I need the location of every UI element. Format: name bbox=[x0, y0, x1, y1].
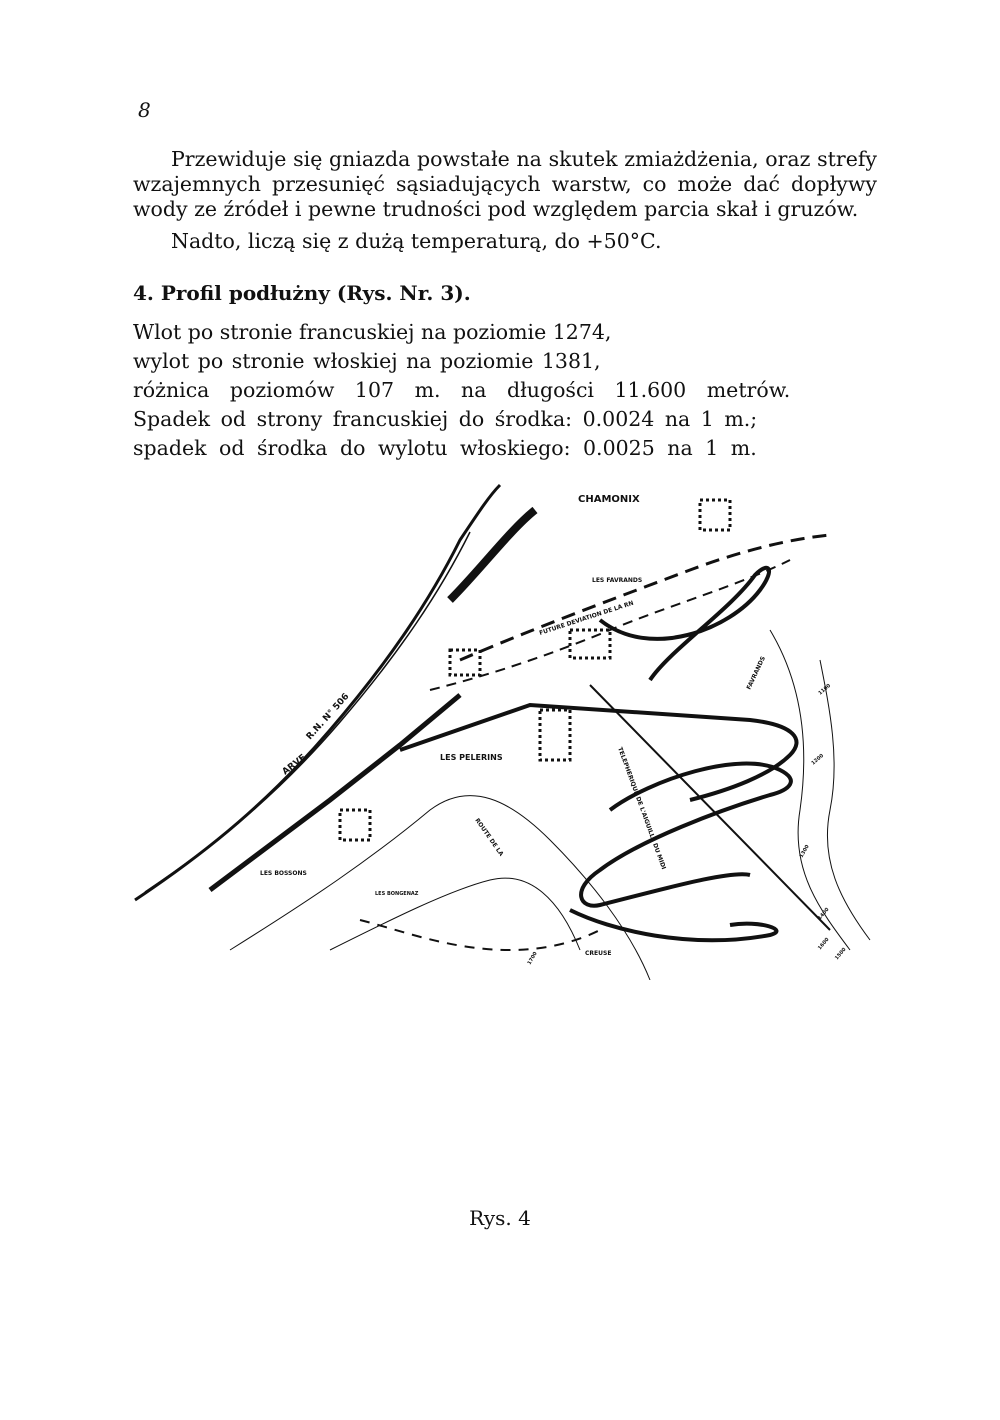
serpentine-road bbox=[581, 764, 791, 906]
section-heading: 4. Profil podłużny (Rys. Nr. 3). bbox=[133, 281, 471, 305]
label-contour-1100: 1100 bbox=[817, 682, 832, 697]
telepherique-line bbox=[590, 682, 832, 930]
contour-line bbox=[330, 878, 580, 950]
contour-line bbox=[820, 660, 870, 940]
label-route-de-la: ROUTE DE LA bbox=[473, 817, 505, 858]
label-creuse: CREUSE bbox=[585, 950, 612, 957]
arve-river-heavy bbox=[450, 510, 535, 600]
lower-serpentine-road bbox=[570, 910, 776, 940]
label-contour-1300: 1300 bbox=[798, 843, 811, 859]
map-figure bbox=[130, 480, 875, 980]
label-contour-1200: 1200 bbox=[810, 752, 825, 767]
label-chamonix: CHAMONIX bbox=[578, 494, 640, 505]
label-arve: ARVE bbox=[280, 752, 309, 778]
label-les-pelerins: LES PELERINS bbox=[440, 753, 503, 762]
label-contour-1700: 1700 bbox=[526, 950, 539, 966]
building-hatch bbox=[700, 500, 730, 530]
spec-line-slope-italian: spadek od środka do wylotu włoskiego: 0.0025 na 1 m. bbox=[133, 436, 757, 460]
label-contour-1400: 1400 bbox=[816, 906, 831, 922]
building-hatch bbox=[450, 650, 480, 675]
label-contour-1600: 1600 bbox=[816, 936, 831, 952]
building-hatch bbox=[540, 710, 570, 760]
spec-line-exit: wylot po stronie włoskiej na poziomie 1381, bbox=[133, 349, 601, 373]
arve-river-bank bbox=[145, 532, 470, 892]
building-hatch bbox=[340, 810, 370, 840]
label-telepherique: TELEPHERIQUE DE L'AIGUILLE DU MIDI bbox=[616, 746, 668, 871]
figure-caption: Rys. 4 bbox=[469, 1206, 531, 1230]
paragraph-fractures: Przewiduje się gniazda powstałe na skutek zmiażdżenia, oraz strefy wzajemnych przesunięć sąsiadujących warstw, co może dać dopływy wody ze źródeł i pewne trudności pod względem parcia skał i gruzów. bbox=[133, 147, 877, 221]
label-les-favrands: LES FAVRANDS bbox=[592, 577, 643, 584]
label-les-bongenaz: LES BONGENAZ bbox=[375, 891, 419, 897]
map-drawing bbox=[130, 480, 875, 980]
page-number: 8 bbox=[138, 98, 151, 122]
spec-line-entrance: Wlot po stronie francuskiej na poziomie 1274, bbox=[133, 320, 612, 344]
label-les-bossons: LES BOSSONS bbox=[260, 870, 307, 877]
label-favrands-road: FAVRANDS bbox=[745, 655, 767, 691]
arve-river bbox=[135, 485, 500, 900]
paragraph-temperature: Nadto, liczą się z dużą temperaturą, do +50°C. bbox=[171, 229, 662, 253]
label-rn-506: R.N. N° 506 bbox=[304, 691, 352, 743]
label-contour-1500: 1500 bbox=[833, 946, 848, 962]
dashed-path bbox=[360, 920, 600, 950]
spec-lines bbox=[133, 318, 790, 463]
spec-line-slope-french: Spadek od strony francuskiej do środka: 0.0024 na 1 m.; bbox=[133, 407, 758, 431]
label-deviation: FUTURE DEVIATION DE LA RN bbox=[538, 599, 635, 637]
future-deviation-road bbox=[460, 535, 830, 660]
spec-line-difference: różnica poziomów 107 m. na długości 11.600 metrów. bbox=[133, 378, 791, 402]
